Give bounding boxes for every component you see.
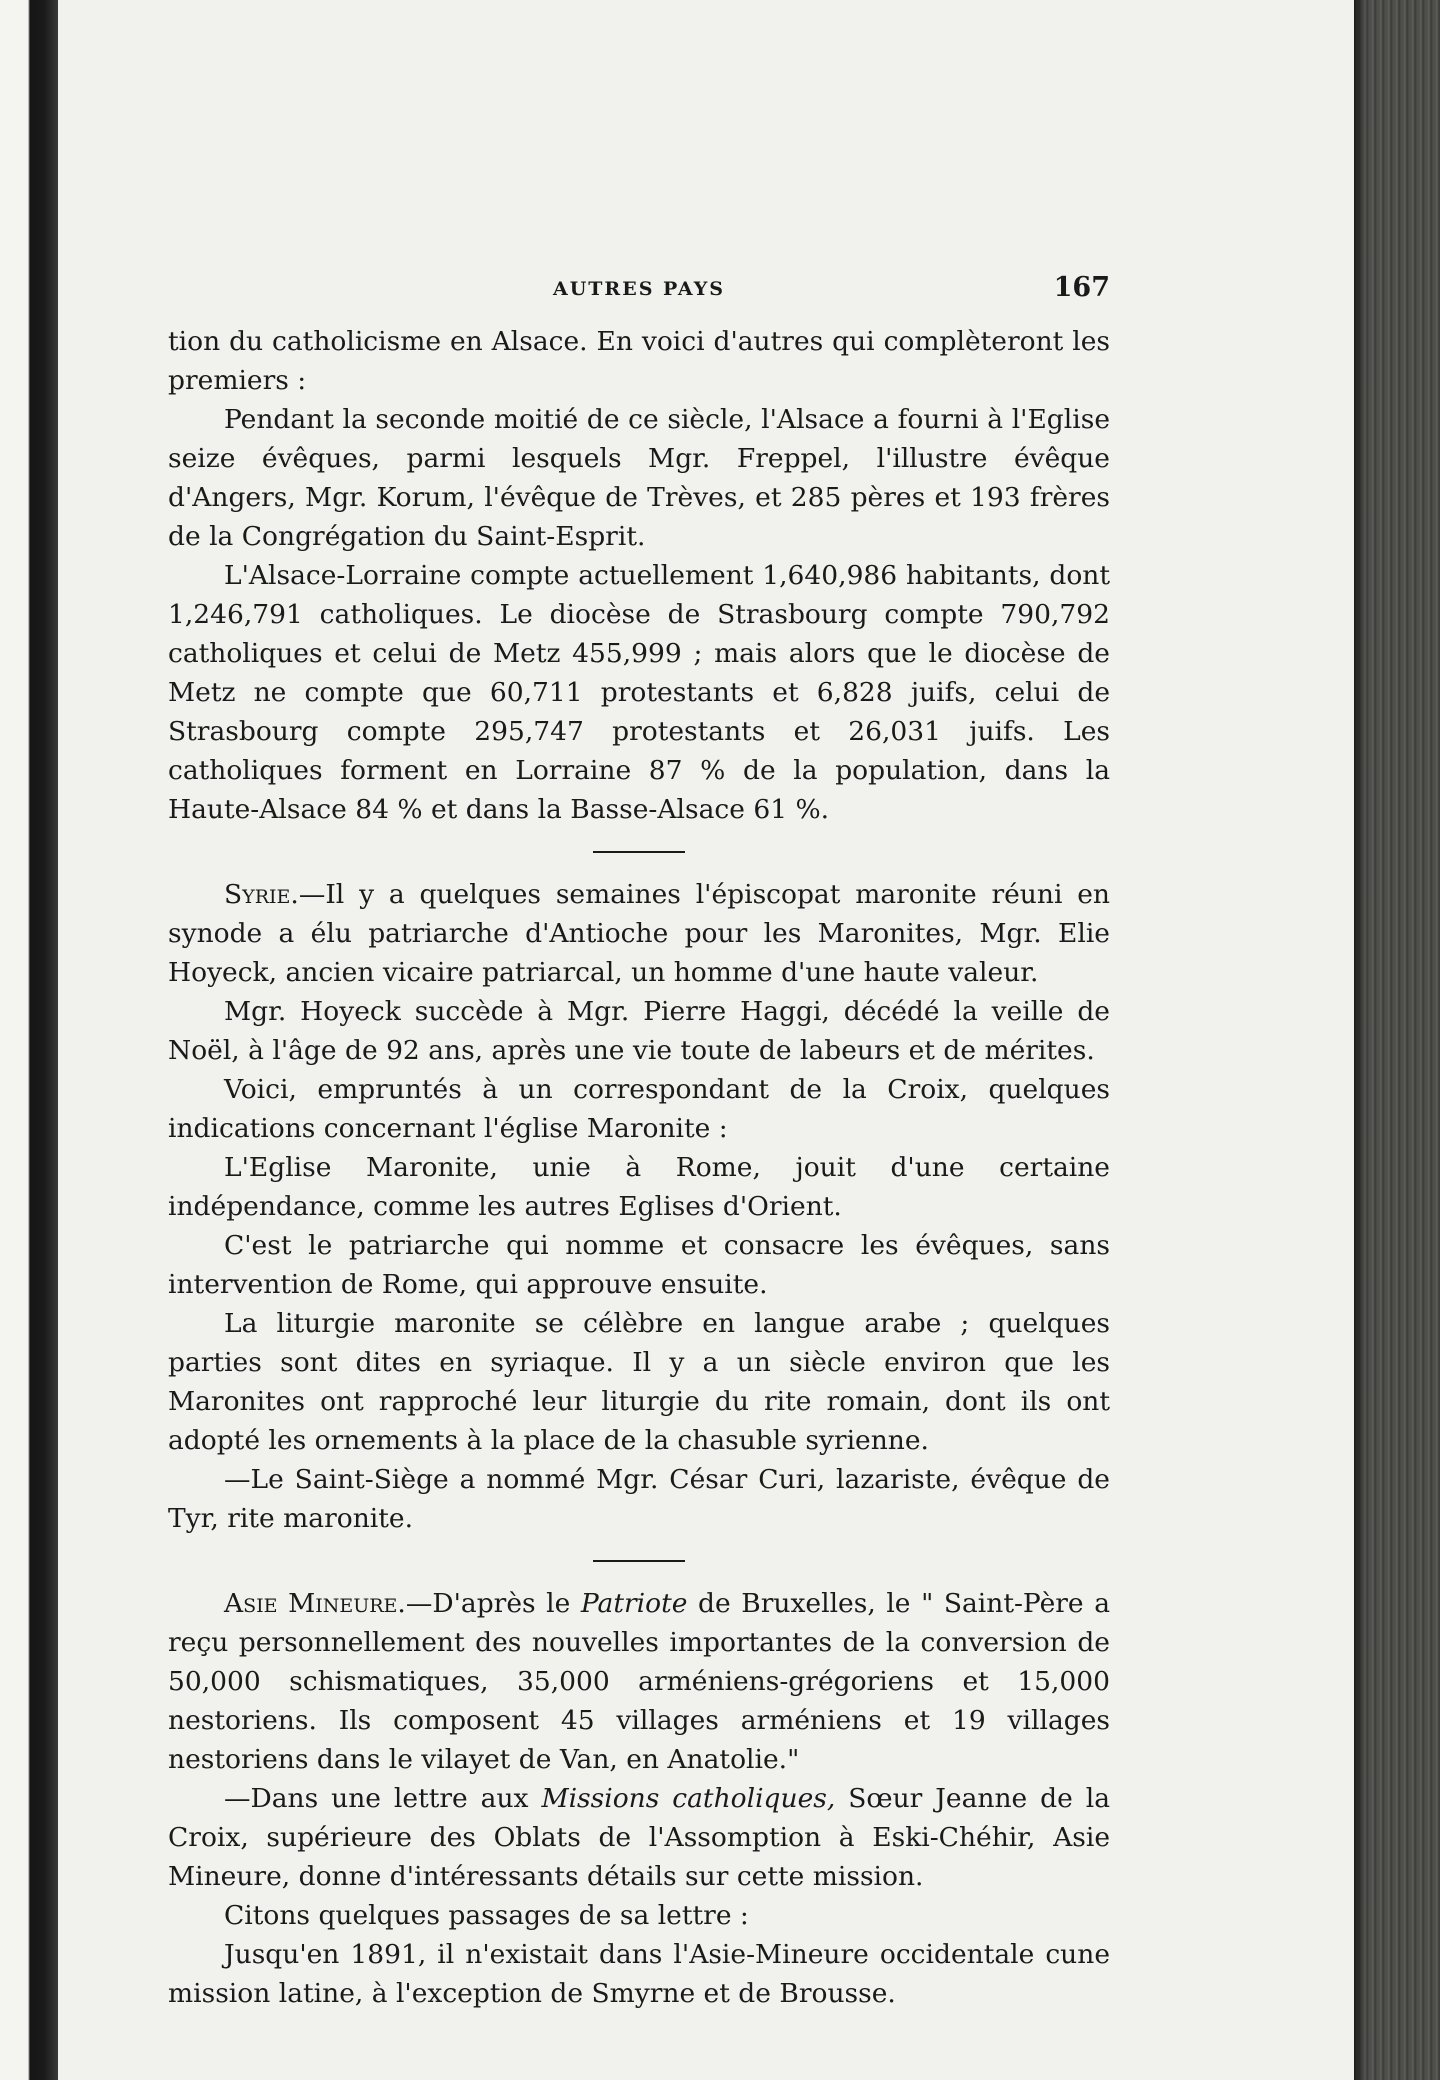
paragraph-asie-citons: Citons quelques passages de sa lettre : xyxy=(224,1900,749,1931)
syrie-intro-text: —Il y a quelques semaines l'épiscopat maronite réuni en synode a élu patriarche d'Antioche pour les Maronites, Mgr. Elie Hoyeck, ancien vicaire patriarcal, un homme d'une haute valeur. xyxy=(168,879,1110,988)
page-number: 167 xyxy=(1053,272,1110,303)
running-title: AUTRES PAYS xyxy=(552,278,726,300)
paragraph-syrie-intro xyxy=(168,875,1110,992)
page-body xyxy=(168,270,1110,2013)
paragraph-asie-1891: Jusqu'en 1891, il n'existait dans l'Asie-Mineure occidentale cune mission latine, à l'exception de Smyrne et de Brousse. xyxy=(168,1939,1110,2009)
paragraph-alsace-statistics: L'Alsace-Lorraine compte actuellement 1,640,986 habitants, dont 1,246,791 catholiques. Le diocèse de Strasbourg compte 790,792 catholiques et celui de Metz 455,999 ; mais alors que le diocèse de Metz ne compte que 60,711 protestants et 6,828 juifs, celui de Strasbourg compte 295,747 protestants et 26,031 juifs. Les catholiques forment en Lorraine 87 % de la population, dans la Haute-Alsace 84 % et dans la Basse-Alsace 61 %. xyxy=(168,560,1110,825)
paragraph-continuation: tion du catholicisme en Alsace. En voici d'autres qui complèteront les premiers : xyxy=(168,326,1110,396)
section-divider xyxy=(593,851,685,853)
paragraph-alsace-bishops: Pendant la seconde moitié de ce siècle, l'Alsace a fourni à l'Eglise seize évêques, parmi lesquels Mgr. Freppel, l'illustre évêque d'Angers, Mgr. Korum, l'évêque de Trèves, et 285 pères et 193 frères de la Congrégation du Saint-Esprit. xyxy=(168,404,1110,552)
section-divider xyxy=(593,1560,685,1562)
section-label-asie-mineure: Asie Mineure. xyxy=(224,1588,406,1619)
paragraph-syrie-succession: Mgr. Hoyeck succède à Mgr. Pierre Haggi, décédé la veille de Noël, à l'âge de 92 ans, après une vie toute de labeurs et de mérites. xyxy=(168,996,1110,1066)
paragraph-syrie-eglise: L'Eglise Maronite, unie à Rome, jouit d'une certaine indépendance, comme les autres Eglises d'Orient. xyxy=(168,1152,1110,1222)
paragraph-syrie-liturgie: La liturgie maronite se célèbre en langue arabe ; quelques parties sont dites en syriaque. Il y a un siècle environ que les Maronites ont rapproché leur liturgie du rite romain, dont ils ont adopté les ornements à la place de la chasuble syrienne. xyxy=(168,1308,1110,1456)
asie-lettre-text-b: Sœur Jeanne de la Croix, supérieure des Oblats de l'Assomption à Eski-Chéhir, Asie Mineure, donne d'intéressants détails sur cette mission. xyxy=(168,1783,1111,1892)
book-page-stack-edge xyxy=(1354,0,1440,2080)
newspaper-title: Patriote xyxy=(580,1588,688,1619)
paragraph-asie-intro xyxy=(168,1584,1110,1779)
paragraph-syrie-croix: Voici, empruntés à un correspondant de la Croix, quelques indications concernant l'église Maronite : xyxy=(168,1074,1110,1144)
asie-lettre-text-a: —Dans une lettre aux xyxy=(224,1783,542,1814)
paragraph-asie-lettre xyxy=(168,1779,1110,1896)
paragraph-syrie-nomination: —Le Saint-Siège a nommé Mgr. César Curi, lazariste, évêque de Tyr, rite maronite. xyxy=(168,1464,1110,1534)
asie-intro-text-b: de Bruxelles, le " Saint-Père a reçu personnellement des nouvelles importantes de la conversion de 50,000 schismatiques, 35,000 arméniens-grégoriens et 15,000 nestoriens. Ils composent 45 villages arméniens et 19 villages nestoriens dans le vilayet de Van, en Anatolie." xyxy=(168,1588,1110,1775)
journal-title: Missions catholiques, xyxy=(541,1783,836,1814)
running-head xyxy=(168,270,1110,318)
book-gutter-edge xyxy=(0,0,58,2080)
paragraph-syrie-patriarche: C'est le patriarche qui nomme et consacre les évêques, sans intervention de Rome, qui approuve ensuite. xyxy=(168,1230,1110,1300)
asie-intro-text-a: —D'après le xyxy=(405,1588,581,1619)
section-label-syrie: Syrie. xyxy=(224,879,299,910)
